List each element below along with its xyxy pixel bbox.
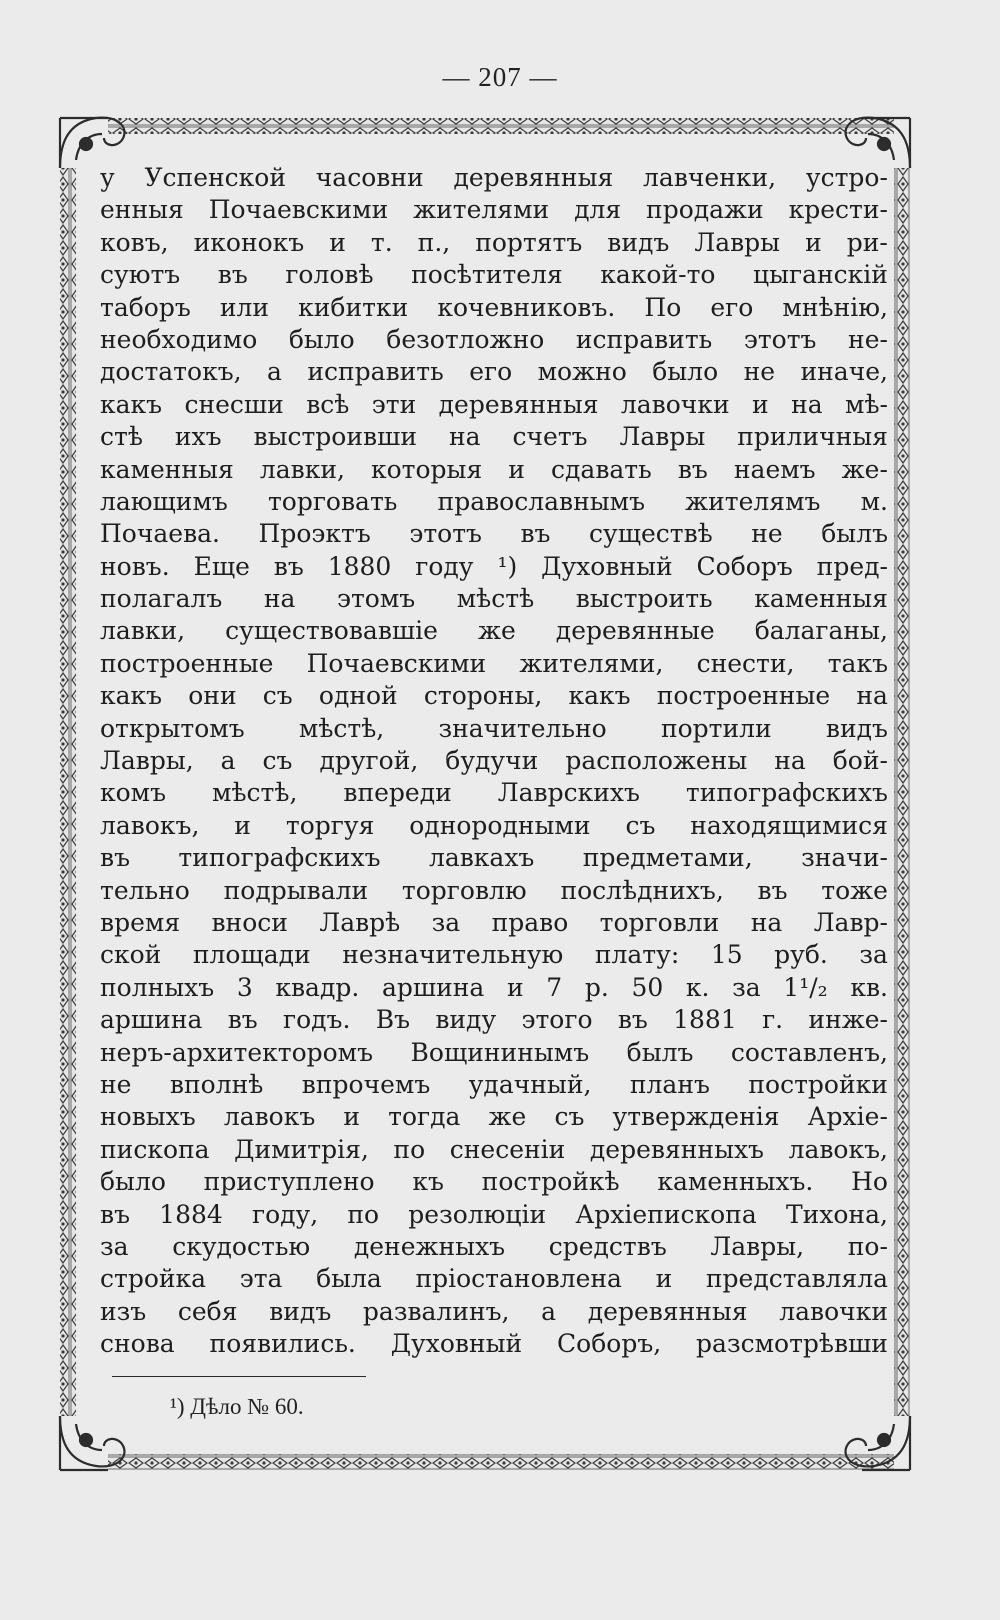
word: торгуя xyxy=(285,810,375,840)
word: въ xyxy=(520,519,551,549)
word: время xyxy=(100,907,181,937)
word: стѣ xyxy=(100,422,143,452)
word: полныхъ xyxy=(100,972,215,1002)
word: торговать xyxy=(267,486,398,516)
word: на xyxy=(791,389,823,419)
word: а xyxy=(266,357,282,387)
word: на xyxy=(774,746,806,776)
word: 50 xyxy=(631,972,664,1002)
word: и xyxy=(329,227,346,257)
text-line xyxy=(100,583,888,615)
word: пред- xyxy=(816,551,888,581)
word: видъ xyxy=(269,1296,332,1326)
word: 3 xyxy=(236,972,253,1002)
word: и xyxy=(752,389,769,419)
text-line xyxy=(100,259,888,291)
word: въ xyxy=(100,843,130,873)
word: Соборъ, xyxy=(557,1329,662,1359)
text-line xyxy=(100,648,888,680)
word: лающимъ xyxy=(100,486,228,516)
word: какой-то xyxy=(600,260,716,290)
word: счетъ xyxy=(512,422,588,452)
word: Почаевскими xyxy=(208,195,389,225)
text-line xyxy=(100,1134,888,1166)
word: кв. xyxy=(850,972,888,1002)
word: на xyxy=(750,907,783,937)
text-line xyxy=(100,324,888,356)
word: квадр. xyxy=(275,972,360,1002)
word: этотъ xyxy=(409,519,482,549)
word: такъ xyxy=(827,648,888,678)
word: снести, xyxy=(696,648,795,678)
word: у xyxy=(100,163,115,192)
text-line xyxy=(100,810,888,842)
word: значи- xyxy=(801,843,888,873)
word: къ xyxy=(412,1167,444,1197)
word: или xyxy=(219,292,270,322)
word: планъ xyxy=(629,1069,710,1099)
word: аршина xyxy=(381,972,485,1002)
text-line xyxy=(100,875,888,907)
word: лавокъ xyxy=(223,1102,316,1132)
word: 1880 xyxy=(327,551,392,581)
text-line xyxy=(100,356,888,388)
word: типографскихъ xyxy=(685,778,888,808)
word: деревянныя xyxy=(438,389,599,419)
word: типографскихъ xyxy=(178,843,381,873)
word: въ xyxy=(217,260,248,290)
word: составленъ, xyxy=(730,1037,888,1067)
word: исправить xyxy=(575,324,713,354)
word: каменныхъ. xyxy=(657,1167,814,1197)
word: часовни xyxy=(315,163,424,192)
word: Архіе- xyxy=(807,1102,888,1132)
text-line xyxy=(100,680,888,712)
word: существовавшіе xyxy=(225,616,438,646)
word: и xyxy=(234,810,251,840)
word: съ xyxy=(262,746,293,776)
word: въ xyxy=(227,1005,258,1035)
word: себя xyxy=(177,1296,238,1326)
word: торговли xyxy=(599,907,720,937)
word: Архіепископа xyxy=(575,1199,757,1229)
word: его xyxy=(710,292,754,322)
word: кочевниковъ. xyxy=(437,292,616,322)
word: видъ xyxy=(607,227,670,257)
word: средствъ xyxy=(548,1231,667,1261)
word: существѣ xyxy=(588,519,713,549)
word: Проэктъ xyxy=(258,519,371,549)
word: снова xyxy=(100,1329,175,1359)
word: на xyxy=(448,422,481,452)
word: м. xyxy=(860,486,888,516)
word: резолюціи xyxy=(408,1199,547,1229)
word: выстроивши xyxy=(253,422,418,452)
word: и xyxy=(506,972,524,1002)
word: и xyxy=(508,454,525,484)
word: и xyxy=(343,1102,361,1132)
word: цыганскій xyxy=(753,260,888,290)
word: деревянныя xyxy=(453,163,614,192)
word: каменныя xyxy=(100,454,234,484)
word: снесеніи xyxy=(449,1134,566,1164)
word: плату: xyxy=(594,940,680,970)
word: приступлено xyxy=(203,1167,375,1197)
word: въ xyxy=(100,1199,130,1229)
word: лавочки xyxy=(779,1296,888,1326)
word: Лаврскихъ xyxy=(497,778,640,808)
word: деревянныхъ xyxy=(589,1134,764,1164)
word: право xyxy=(491,907,569,937)
word: впрочемъ xyxy=(301,1069,431,1099)
word: Духовный xyxy=(390,1329,523,1359)
word: за xyxy=(732,972,761,1002)
word: портятъ xyxy=(475,227,583,257)
text-line xyxy=(100,292,888,324)
word: п., xyxy=(417,227,451,257)
word: открытомъ xyxy=(100,713,245,743)
word: послѣднихъ, xyxy=(560,875,724,905)
text-line xyxy=(100,1328,888,1360)
word: развалинъ, xyxy=(362,1296,510,1326)
footnote-divider xyxy=(112,1376,366,1377)
text-line xyxy=(100,486,888,518)
word: достатокъ, xyxy=(100,357,242,387)
word: ковъ, xyxy=(100,227,169,257)
word: какъ xyxy=(568,681,631,711)
word: Почаевскими xyxy=(306,648,487,678)
word: приличныя xyxy=(737,422,888,452)
text-line xyxy=(100,615,888,647)
word: крести- xyxy=(788,195,888,225)
word: Лавры, xyxy=(100,746,194,776)
word: пріостановлена xyxy=(415,1264,622,1294)
word: портили xyxy=(660,713,772,743)
word: тогда xyxy=(388,1102,461,1132)
text-line xyxy=(100,1101,888,1133)
word: Лаврѣ xyxy=(319,907,401,937)
word: мнѣнію, xyxy=(782,292,888,322)
text-line xyxy=(100,745,888,777)
word: видъ xyxy=(825,713,888,743)
word: стороны, xyxy=(423,681,543,711)
text-line xyxy=(100,713,888,745)
word: посѣтителя xyxy=(411,260,563,290)
text-line xyxy=(100,551,888,583)
text-line xyxy=(100,1199,888,1231)
word: была xyxy=(316,1264,382,1294)
word: новыхъ xyxy=(100,1102,196,1132)
text-line xyxy=(100,1004,888,1036)
word: выстроить xyxy=(575,584,713,614)
word: Лавры xyxy=(619,422,706,452)
word: же xyxy=(488,1102,527,1132)
word: предметами, xyxy=(582,843,753,873)
word: можно xyxy=(537,357,627,387)
word: деревянные xyxy=(555,616,715,646)
word: денежныхъ xyxy=(353,1231,506,1261)
word: руб. xyxy=(774,940,828,970)
word: какъ xyxy=(100,389,163,419)
word: а xyxy=(220,746,236,776)
word: новъ. xyxy=(100,551,170,581)
word: площади xyxy=(192,940,311,970)
word: постройкѣ xyxy=(481,1167,620,1197)
word: было xyxy=(288,324,355,354)
text-line xyxy=(100,972,888,1004)
word: головѣ xyxy=(285,260,374,290)
page-number: — 207 — xyxy=(442,62,558,92)
word: Лавры, xyxy=(710,1231,805,1261)
word: 1881 xyxy=(673,1005,737,1035)
text-line xyxy=(100,1069,888,1101)
word: Лавры xyxy=(694,227,781,257)
word: полагалъ xyxy=(100,584,223,614)
word: этого xyxy=(521,1005,593,1035)
word: пископа xyxy=(100,1134,210,1164)
word: однородными xyxy=(409,810,591,840)
word: значительно xyxy=(438,713,607,743)
word: разсмотрѣвши xyxy=(696,1329,888,1359)
word: г. xyxy=(762,1005,784,1035)
text-line xyxy=(100,1231,888,1263)
word: ихъ xyxy=(174,422,222,452)
word: таборъ xyxy=(100,292,191,322)
word: впереди xyxy=(343,778,452,808)
word: Тихона, xyxy=(785,1199,888,1229)
word: продажи xyxy=(646,195,764,225)
text-line xyxy=(100,907,888,939)
word: исправить xyxy=(307,357,444,387)
word: мѣстѣ, xyxy=(298,713,385,743)
word: по xyxy=(393,1134,426,1164)
word: изъ xyxy=(100,1296,147,1326)
text-line xyxy=(100,389,888,421)
word: мѣ- xyxy=(845,389,888,419)
word: незначительную xyxy=(342,940,564,970)
text-line xyxy=(100,939,888,971)
word: т. xyxy=(370,227,393,257)
word: лавокъ, xyxy=(100,810,200,840)
word: былъ xyxy=(821,519,888,549)
word: лавки, xyxy=(259,454,345,484)
word: вноси xyxy=(211,907,288,937)
word: съ xyxy=(625,810,656,840)
word: 15 xyxy=(710,940,743,970)
word: и xyxy=(655,1264,673,1294)
word: жителямъ xyxy=(685,486,821,516)
text-line xyxy=(100,162,888,194)
word: было xyxy=(652,357,719,387)
word: другой, xyxy=(319,746,419,776)
word: построенные xyxy=(656,681,831,711)
word: По xyxy=(644,292,682,322)
word: необходимо xyxy=(100,324,258,354)
word: а xyxy=(541,1296,557,1326)
word: безотложно xyxy=(386,324,545,354)
word: году xyxy=(415,551,474,581)
word: 1884 xyxy=(159,1199,223,1229)
word: лавкахъ xyxy=(428,843,535,873)
word: комъ xyxy=(100,778,167,808)
text-line xyxy=(100,1296,888,1328)
word: за xyxy=(431,907,461,937)
word: расположены xyxy=(565,746,748,776)
word: снесши xyxy=(184,389,284,419)
word: православнымъ xyxy=(437,486,646,516)
word: за xyxy=(100,1231,129,1261)
word: въ xyxy=(617,1005,648,1035)
word: кибитки xyxy=(298,292,409,322)
text-line xyxy=(100,518,888,550)
word: аршина xyxy=(100,1005,203,1035)
word: не xyxy=(751,519,783,549)
word: одной xyxy=(318,681,398,711)
word: съ xyxy=(554,1102,585,1132)
word: какъ xyxy=(100,681,163,711)
word: которыя xyxy=(371,454,483,484)
word: неръ-архитекторомъ xyxy=(100,1037,374,1067)
word: деревянныя xyxy=(587,1296,748,1326)
word: иконокъ xyxy=(193,227,305,257)
word: наемъ xyxy=(733,454,816,484)
word: стройка xyxy=(100,1264,207,1294)
word: ¹) xyxy=(497,551,518,581)
word: 1¹/₂ xyxy=(783,972,828,1002)
word: мѣстѣ, xyxy=(212,778,298,808)
word: находящимися xyxy=(690,810,888,840)
word: лавокъ, xyxy=(788,1134,888,1164)
word: тоже xyxy=(821,875,888,905)
word: всѣ xyxy=(306,389,350,419)
word: устро- xyxy=(805,163,888,192)
word: по xyxy=(347,1199,380,1229)
word: былъ xyxy=(626,1037,694,1067)
word: Но xyxy=(851,1167,888,1197)
word: жителями xyxy=(413,195,550,225)
word: за xyxy=(859,940,888,970)
text-line xyxy=(100,777,888,809)
word: этомъ xyxy=(336,584,416,614)
word: постройки xyxy=(748,1069,888,1099)
word: Соборъ xyxy=(696,551,793,581)
text-line xyxy=(100,421,888,453)
word: Вощининымъ xyxy=(410,1037,590,1067)
word: въ xyxy=(677,454,708,484)
word: лавочки xyxy=(620,389,730,419)
word: не xyxy=(100,1069,132,1099)
word: иначе, xyxy=(800,357,888,387)
word: удачный, xyxy=(468,1069,592,1099)
word: они xyxy=(188,681,237,711)
word: Еще xyxy=(193,551,250,581)
word: на xyxy=(856,681,888,711)
word: и xyxy=(805,227,822,257)
word: мѣстѣ xyxy=(456,584,535,614)
word: Почаева. xyxy=(100,519,221,549)
text-line xyxy=(100,454,888,486)
word: появились. xyxy=(209,1329,356,1359)
word: въ xyxy=(757,875,788,905)
text-line xyxy=(100,1263,888,1295)
word: же- xyxy=(841,454,888,484)
word: виду xyxy=(435,1005,497,1035)
word: утвержденія xyxy=(612,1102,780,1132)
word: году, xyxy=(251,1199,319,1229)
text-line xyxy=(100,194,888,226)
word: жителями, xyxy=(519,648,664,678)
word: сдавать xyxy=(551,454,652,484)
word: построенные xyxy=(100,648,274,678)
text-line xyxy=(100,1166,888,1198)
word: лавченки, xyxy=(643,163,777,192)
text-line xyxy=(100,227,888,259)
word: будучи xyxy=(445,746,539,776)
word: балаганы, xyxy=(754,616,888,646)
word: представляла xyxy=(705,1264,888,1294)
word: не xyxy=(743,357,776,387)
word: эти xyxy=(371,389,417,419)
word: ской xyxy=(100,940,162,970)
word: Успенской xyxy=(144,163,287,192)
body-text xyxy=(100,162,888,1360)
word: въ xyxy=(273,551,304,581)
word: тельно xyxy=(100,875,190,905)
word: было xyxy=(100,1167,166,1197)
word: Лавр- xyxy=(813,907,888,937)
word: к. xyxy=(685,972,710,1002)
word: Духовный xyxy=(541,551,673,581)
word: р. xyxy=(584,972,609,1002)
word: для xyxy=(574,195,622,225)
word: 7 xyxy=(546,972,563,1002)
word: на xyxy=(263,584,296,614)
word: каменныя xyxy=(754,584,888,614)
word: инже- xyxy=(808,1005,888,1035)
text-line xyxy=(100,1037,888,1069)
word: съ xyxy=(262,681,293,711)
word: торговлю xyxy=(401,875,527,905)
word: Димитрія, xyxy=(234,1134,369,1164)
word: Въ xyxy=(375,1005,410,1035)
word: этотъ xyxy=(743,324,817,354)
word: же xyxy=(477,616,516,646)
word: его xyxy=(469,357,513,387)
word: енныя xyxy=(100,195,184,225)
word: подрывали xyxy=(223,875,369,905)
word: годъ. xyxy=(283,1005,351,1035)
word: лавки, xyxy=(100,616,186,646)
word: скудостью xyxy=(172,1231,311,1261)
word: бой- xyxy=(832,746,888,776)
word: суютъ xyxy=(100,260,181,290)
word: не- xyxy=(848,324,888,354)
word: вполнѣ xyxy=(169,1069,264,1099)
footnote: ¹) Дѣло № 60. xyxy=(170,1394,304,1419)
word: по- xyxy=(847,1231,888,1261)
text-line xyxy=(100,842,888,874)
word: эта xyxy=(239,1264,283,1294)
word: ри- xyxy=(846,227,888,257)
